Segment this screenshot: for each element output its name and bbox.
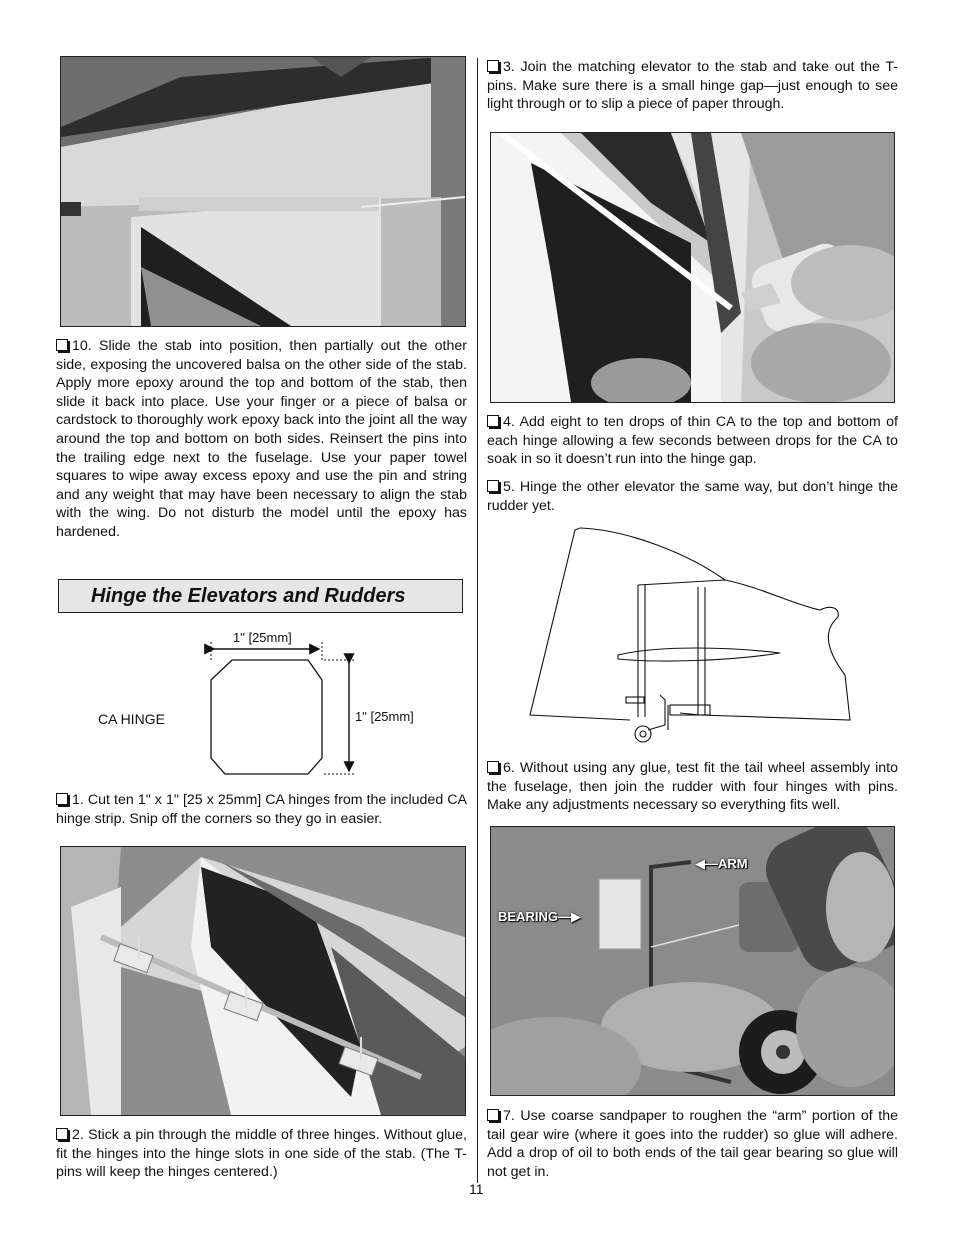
checkbox-icon[interactable] xyxy=(56,339,68,351)
step-1 xyxy=(56,791,467,828)
callout-arrow-left-icon: ◀— xyxy=(695,856,718,871)
step-5-text: 5. Hinge the other elevator the same way, but don’t hinge the rudder yet. xyxy=(487,479,898,514)
step-10 xyxy=(56,337,467,542)
step-1-text: 1. Cut ten 1" x 1" [25 x 25mm] CA hinges from the included CA hinge strip. Snip off the corners so they go in easier. xyxy=(56,792,467,827)
photo-apply-ca xyxy=(490,132,895,403)
step-3-text: 3. Join the matching elevator to the stab and take out the T-pins. Make sure there is a small hinge gap—just enough to see light through or to slip a piece of paper through. xyxy=(487,59,898,113)
step-4 xyxy=(487,413,898,469)
checkbox-icon[interactable] xyxy=(56,1128,68,1140)
step-3 xyxy=(487,58,898,114)
step-2 xyxy=(56,1126,467,1182)
step-7 xyxy=(487,1107,898,1181)
section-title: Hinge the Elevators and Rudders xyxy=(91,585,406,607)
bearing-label: BEARING xyxy=(498,909,558,924)
checkbox-icon[interactable] xyxy=(487,60,499,72)
step-6 xyxy=(487,759,898,815)
step-4-text: 4. Add eight to ten drops of thin CA to the top and bottom of each hinge allowing a few seconds between drops for the CA to soak in so it doesn’t run into the hinge gap. xyxy=(487,414,898,468)
checkbox-icon[interactable] xyxy=(487,415,499,427)
callout-arrow-right-icon: —▶ xyxy=(557,909,581,924)
photo-hinges-with-pins xyxy=(60,846,466,1116)
checkbox-icon[interactable] xyxy=(487,480,499,492)
page-number: 11 xyxy=(469,1181,484,1197)
step-2-text: 2. Stick a pin through the middle of three hinges. Without glue, fit the hinges into the hinge slots in one side of the stab. (The T-pins will keep the hinges centered.) xyxy=(56,1127,467,1181)
checkbox-icon[interactable] xyxy=(56,793,68,805)
tail-assembly-drawing xyxy=(520,525,855,750)
ca-hinge-label: CA HINGE xyxy=(98,711,165,727)
step-5 xyxy=(487,478,898,515)
hinge-width-dim: 1" [25mm] xyxy=(233,630,292,645)
callout-bearing xyxy=(498,909,581,925)
arm-label: ARM xyxy=(718,856,748,871)
column-divider xyxy=(477,58,478,1183)
photo-tail-gear xyxy=(490,826,895,1096)
step-10-text: 10. Slide the stab into position, then partially out the other side, exposing the uncovered balsa on the other side of the stab. Apply more epoxy around the top and bottom of the stab, then slide it back into place. Use your finger or a piece of balsa or cardstock to thoroughly work epoxy back into the joint all the way around the top and bottom on both sides. Reinsert the pins into the trailing edge next to the fuselage. Use your paper towel squares to wipe away excess epoxy and use the pin and string and any weight that may have been necessary to align the stab with the wing. Do not disturb the model until the epoxy has hardened. xyxy=(56,338,467,540)
checkbox-icon[interactable] xyxy=(487,761,499,773)
step-6-text: 6. Without using any glue, test fit the tail wheel assembly into the fuselage, then join the rudder with four hinges with pins. Make any adjustments necessary so everything fits well. xyxy=(487,760,898,814)
hinge-height-dim: 1" [25mm] xyxy=(355,709,414,724)
checkbox-icon[interactable] xyxy=(487,1109,499,1121)
step-7-text: 7. Use coarse sandpaper to roughen the “arm” portion of the tail gear wire (where it goes into the rudder) so glue will adhere. Add a drop of oil to both ends of the tail gear bearing so glue will not get in. xyxy=(487,1108,898,1180)
section-header xyxy=(58,579,463,613)
photo-stab-epoxy xyxy=(60,56,466,327)
callout-arm xyxy=(695,856,748,872)
ca-hinge-diagram xyxy=(200,640,370,780)
